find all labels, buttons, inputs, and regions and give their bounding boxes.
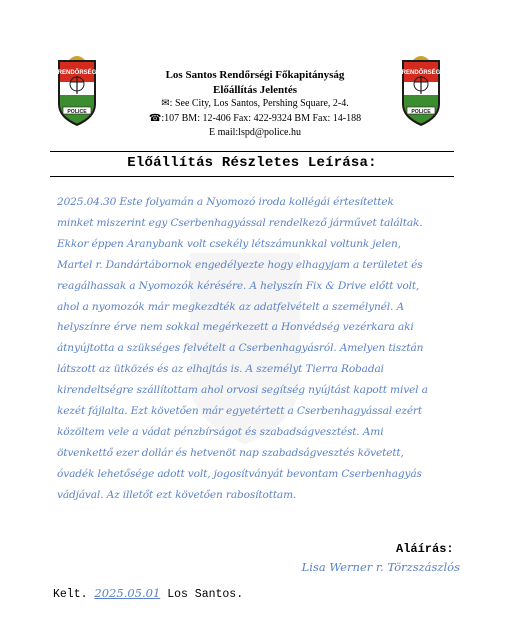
address-line: ✉: See City, Los Santos, Pershing Square, 2-4. <box>161 98 349 110</box>
section-divider <box>50 176 454 177</box>
body-line: 2025.04.30 Este folyamán a Nyomozó iroda kollégái értesítettek <box>57 196 394 208</box>
body-line: közöltem vele a vádat pénzbírságot és szabadságvesztést. Ami <box>57 425 384 438</box>
badge-top-text: RENDŐRSÉG <box>57 70 97 76</box>
letterhead <box>110 68 400 141</box>
dated-place: Los Santos. <box>167 588 244 601</box>
telephone-icon: ☎ <box>148 112 162 124</box>
phone-line: ☎:107 BM: 12-406 Fax: 422-9324 BM Fax: 14-188 <box>148 112 362 124</box>
body-line: kirendeltségre szállítottam ahol orvosi segítség nyújtást kapott mivel a <box>57 384 428 397</box>
address-text: See City, Los Santos, Pershing Square, 2-4. <box>174 98 349 110</box>
body-line: helyszínre érve nem sokkal megérkezett a Honvédség vezérkara aki <box>57 321 414 334</box>
email-line: E mail:lspd@police.hu <box>209 127 301 139</box>
header-divider <box>50 151 454 152</box>
organization-name: Los Santos Rendőrségi Főkapitányság <box>165 69 345 81</box>
police-badge-right-icon <box>398 52 444 128</box>
dated-date: 2025.05.01 <box>94 586 161 600</box>
badge-bottom-text: POLICE <box>67 109 87 115</box>
report-subtitle: Előállítás Jelentés <box>212 83 298 96</box>
dated-prefix: Kelt. <box>53 588 88 601</box>
body-line: óvadék lehetősége adott volt, jogosítványát bevontam Cserbenhagyás <box>57 467 422 480</box>
body-line: átnyújtotta a szükséges felvételt a Cserbenhagyásról. Amelyen tisztán <box>57 342 424 355</box>
body-line: Martel r. Dandártábornok engedélyezte hogy elhagyjam a területet és <box>57 258 423 271</box>
signature-name: Lisa Werner r. Törzszászlós <box>301 560 460 574</box>
signature-label: Aláírás: <box>396 542 454 556</box>
body-line: látszott az ütközés és az elhajtás is. A személyt Tierra Robadai <box>57 363 384 376</box>
body-line: ötvenkettő ezer dollár és hetvenöt nap szabadságvesztés követett, <box>57 446 404 459</box>
badge-bottom-text: POLICE <box>411 109 431 115</box>
dated-line <box>53 586 243 601</box>
body-line: minket miszerint egy Cserbenhagyással rendelkező járművet találtak. <box>57 216 423 229</box>
body-line: ahol a nyomozók már megkezdték az adatfelvételt a személynél. A <box>57 300 404 313</box>
phone-text: 107 BM: 12-406 Fax: 422-9324 BM Fax: 14-188 <box>164 112 362 124</box>
envelope-icon: ✉ <box>161 98 170 110</box>
report-body <box>57 192 457 506</box>
body-line: vádjával. Az illetőt ezt követően rabosítottam. <box>57 488 297 501</box>
body-line: Ekkor éppen Aranybank volt csekély létszámunkkal voltunk jelen, <box>57 237 401 250</box>
body-line: kezét fájlalta. Ezt követően már egyetértett a Cserbenhagyással ezért <box>57 405 422 418</box>
section-title: Előállítás Részletes Leírása: <box>127 155 377 171</box>
badge-top-text: RENDŐRSÉG <box>401 70 441 76</box>
body-line: reagálhassak a Nyomozók kérésére. A helyszín Fix & Drive előtt volt, <box>57 279 420 292</box>
police-badge-left-icon <box>54 52 100 128</box>
